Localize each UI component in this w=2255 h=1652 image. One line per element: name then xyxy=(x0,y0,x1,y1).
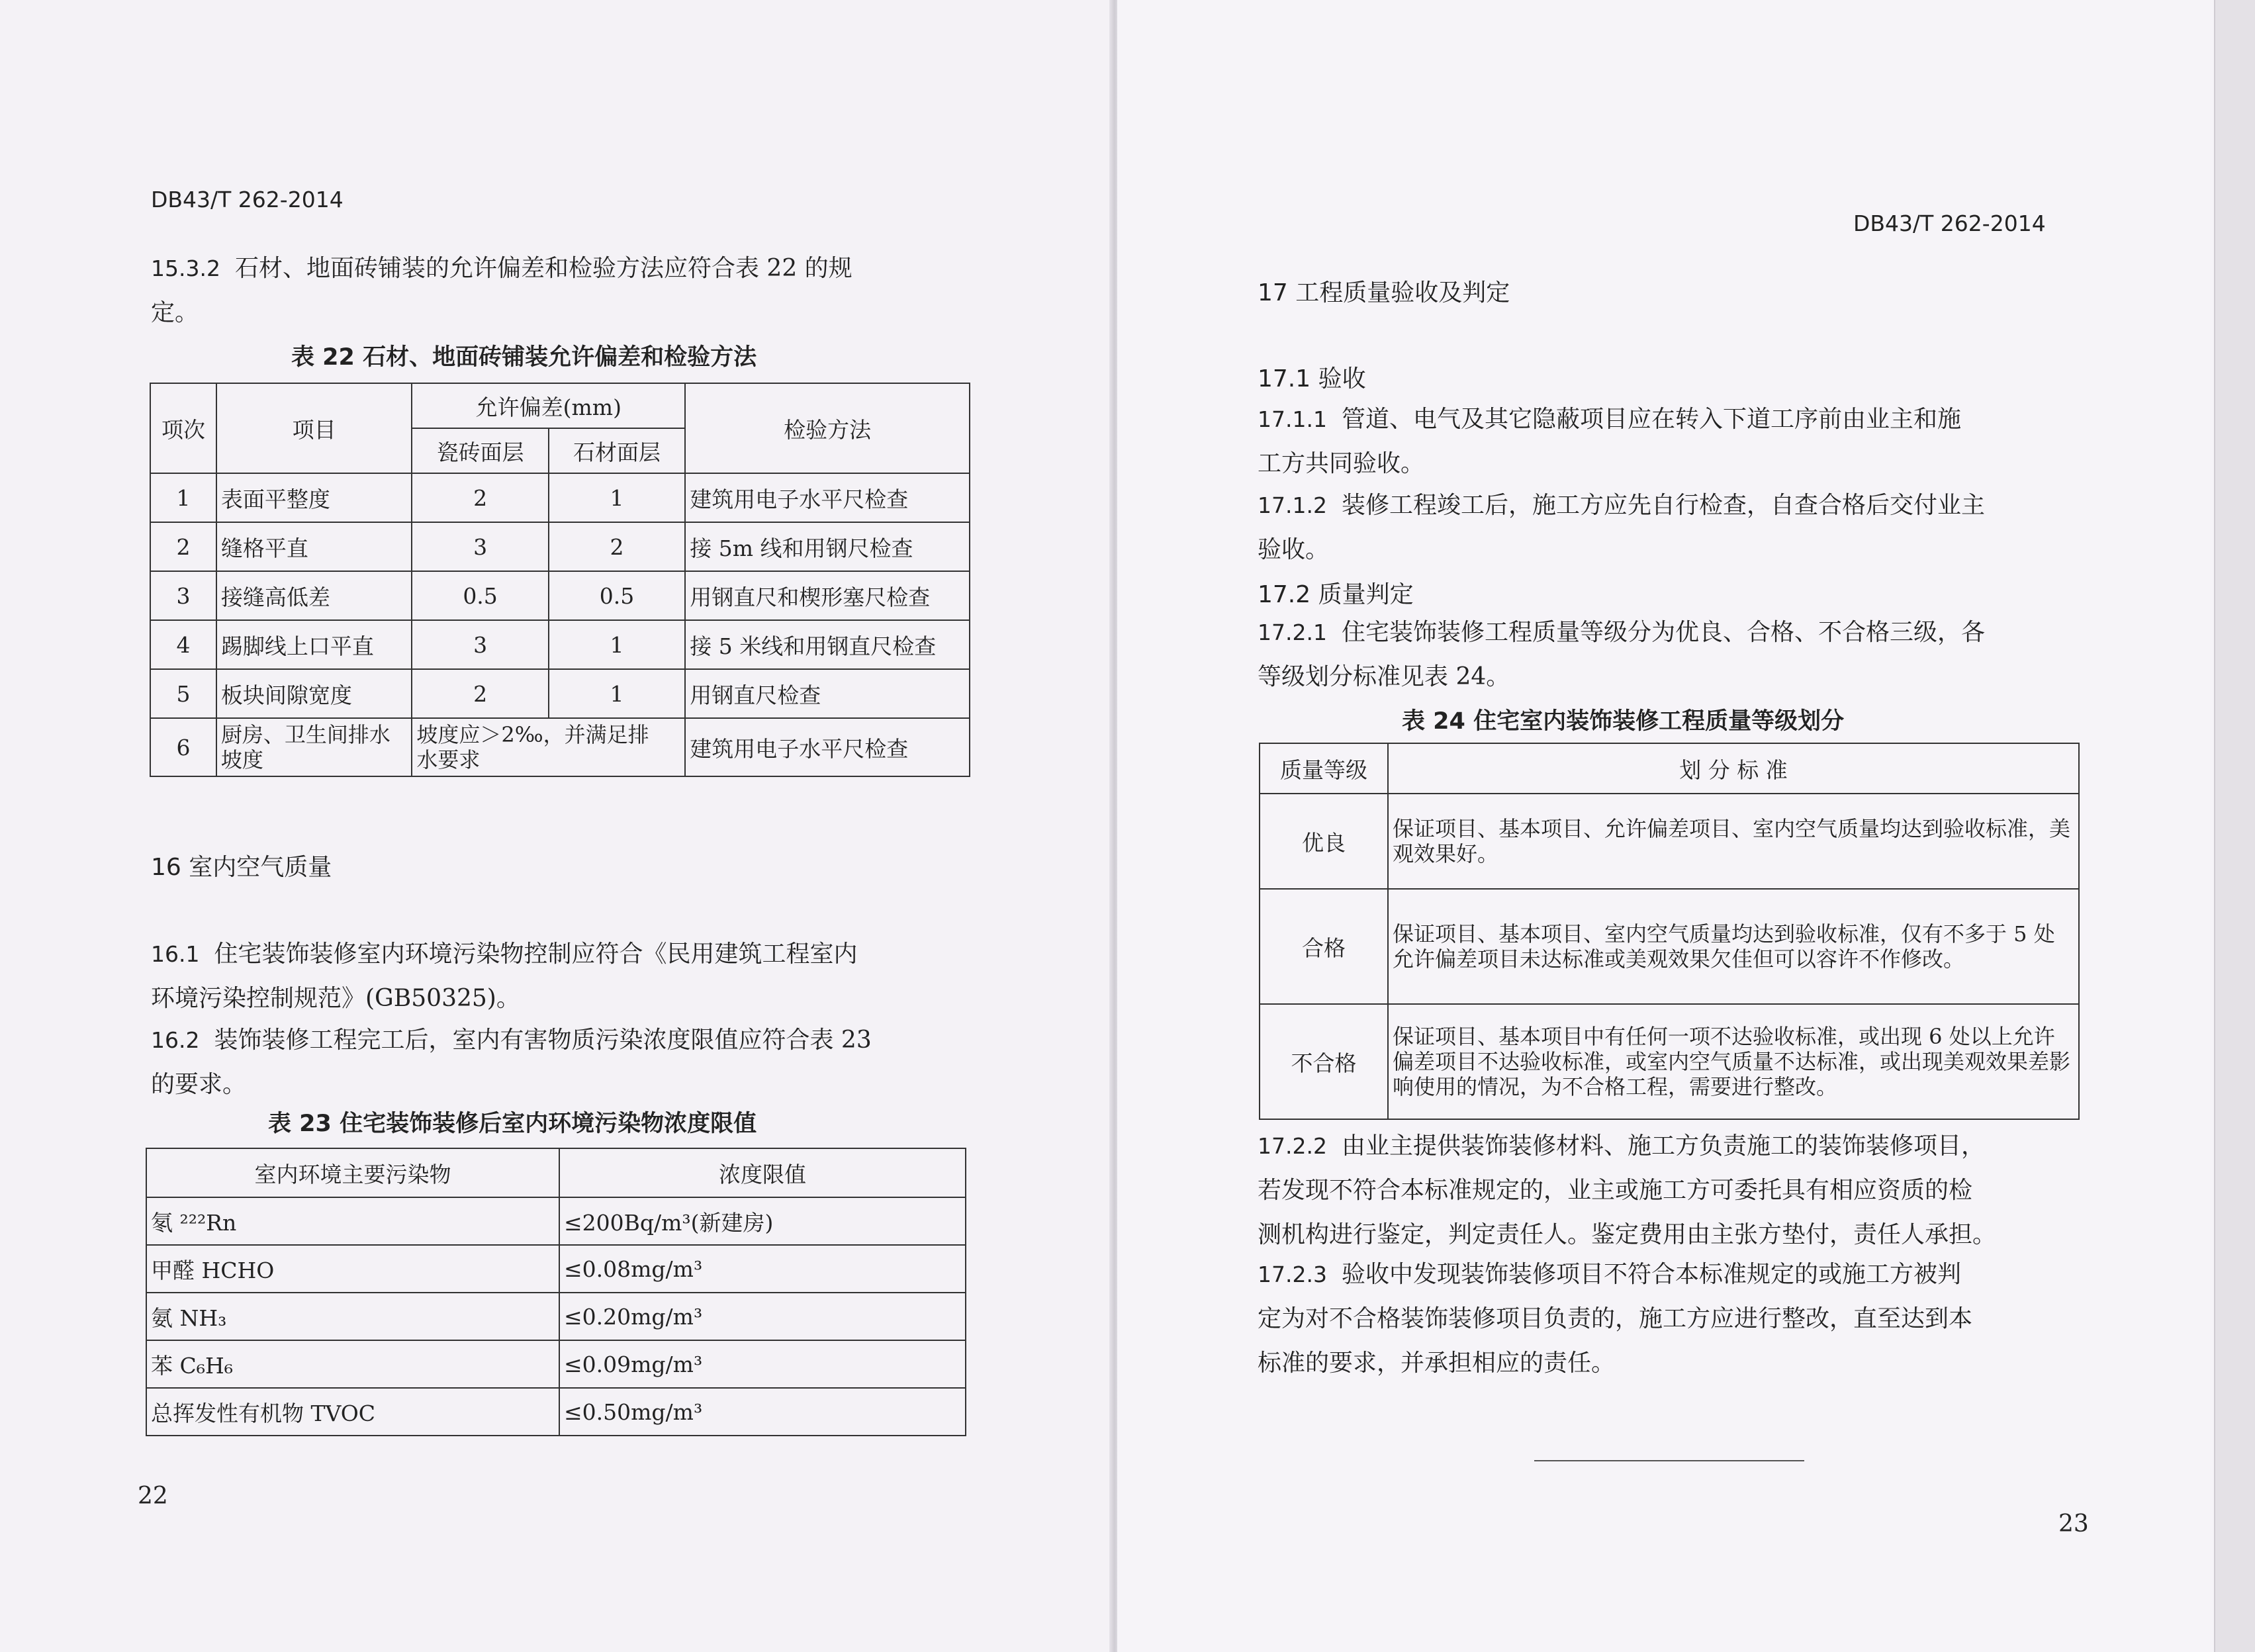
header-item: 项目 xyxy=(216,383,412,473)
table22 xyxy=(150,383,970,777)
header-stone: 石材面层 xyxy=(549,428,685,473)
cell-pollutant: 甲醛 HCHO xyxy=(146,1245,559,1293)
clause-15-3-2 xyxy=(151,246,991,335)
clause-16-2 xyxy=(151,1018,991,1107)
clause-text: 由业主提供装饰装修材料、施工方负责施工的装饰装修项目， xyxy=(1341,1132,1985,1160)
section-17-2-heading: 17.2 质量判定 xyxy=(1258,581,1414,608)
table-row xyxy=(146,1293,966,1340)
cell-tile: 3 xyxy=(412,522,548,571)
clause-text: 住宅装饰装修工程质量等级分为优良、合格、不合格三级，各 xyxy=(1341,619,1985,646)
cell-limit: ≤0.09mg/m³ xyxy=(559,1340,966,1388)
cell-no: 2 xyxy=(150,522,216,571)
clause-text: 装饰装修工程完工后，室内有害物质污染浓度限值应符合表 23 xyxy=(214,1027,872,1054)
clause-text: 环境污染控制规范》(GB50325)。 xyxy=(151,985,520,1012)
cell-value-line: 坡度应＞2‰，并满足排 xyxy=(416,722,649,747)
header-tile: 瓷砖面层 xyxy=(412,428,548,473)
header-item-no: 项次 xyxy=(150,383,216,473)
cell-method: 建筑用电子水平尺检查 xyxy=(685,718,970,776)
cell-method: 接 5 米线和用钢直尺检查 xyxy=(685,620,970,669)
right-page xyxy=(1117,0,2255,1652)
table-row xyxy=(1260,794,2079,889)
cell-stone: 1 xyxy=(549,473,685,522)
cell-tile: 3 xyxy=(412,620,548,669)
cell-method: 建筑用电子水平尺检查 xyxy=(685,473,970,522)
cell-no: 5 xyxy=(150,669,216,718)
table-row xyxy=(150,571,970,620)
clause-17-1-2 xyxy=(1258,483,2217,572)
table-row xyxy=(146,1197,966,1245)
clause-17-2-3 xyxy=(1258,1252,2217,1385)
clause-text: 验收中发现装饰装修项目不符合本标准规定的或施工方被判 xyxy=(1341,1261,1961,1288)
header-pollutant: 室内环境主要污染物 xyxy=(146,1148,559,1197)
cell-grade: 不合格 xyxy=(1260,1004,1388,1119)
cell-item xyxy=(216,718,412,776)
clause-17-2-1 xyxy=(1258,610,2217,699)
cell-no: 6 xyxy=(150,718,216,776)
table-row xyxy=(150,473,970,522)
clause-text: 的要求。 xyxy=(151,1071,247,1098)
right-doc-id: DB43/T 262-2014 xyxy=(1853,210,2046,236)
cell-pollutant: 总挥发性有机物 TVOC xyxy=(146,1388,559,1436)
cell-stone: 1 xyxy=(549,620,685,669)
page-edge xyxy=(2214,0,2255,1652)
clause-16-1 xyxy=(151,932,991,1021)
section-17-1-heading: 17.1 验收 xyxy=(1258,365,1366,392)
cell-limit: ≤200Bq/m³(新建房) xyxy=(559,1197,966,1245)
cell-tile: 2 xyxy=(412,473,548,522)
cell-method: 用钢直尺和楔形塞尺检查 xyxy=(685,571,970,620)
cell-method: 接 5m 线和用钢尺检查 xyxy=(685,522,970,571)
left-page-number: 22 xyxy=(138,1483,168,1510)
cell-pollutant: 氨 NH₃ xyxy=(146,1293,559,1340)
cell-tile: 2 xyxy=(412,669,548,718)
clause-number: 17.2.1 xyxy=(1258,620,1327,645)
cell-no: 1 xyxy=(150,473,216,522)
cell-pollutant: 氡 ²²²Rn xyxy=(146,1197,559,1245)
header-limit: 浓度限值 xyxy=(559,1148,966,1197)
table-row xyxy=(146,1388,966,1436)
table-row xyxy=(150,522,970,571)
end-rule xyxy=(1534,1460,1804,1461)
header-method: 检验方法 xyxy=(685,383,970,473)
left-doc-id: DB43/T 262-2014 xyxy=(151,187,344,212)
section-16-heading: 16 室内空气质量 xyxy=(151,854,332,881)
table-row xyxy=(1260,889,2079,1004)
cell-no: 3 xyxy=(150,571,216,620)
table23-caption: 表 23 住宅装饰装修后室内环境污染物浓度限值 xyxy=(268,1111,757,1137)
clause-text: 住宅装饰装修室内环境污染物控制应符合《民用建筑工程室内 xyxy=(214,941,858,968)
cell-item: 接缝高低差 xyxy=(216,571,412,620)
clause-text: 定为对不合格装饰装修项目负责的，施工方应进行整改，直至达到本 xyxy=(1258,1305,1973,1332)
clause-text: 验收。 xyxy=(1258,536,1330,563)
section-17-heading: 17 工程质量验收及判定 xyxy=(1258,279,1510,306)
clause-text: 石材、地面砖铺装的允许偏差和检验方法应符合表 22 的规 xyxy=(234,255,852,282)
cell-stone: 0.5 xyxy=(549,571,685,620)
clause-number: 17.2.2 xyxy=(1258,1133,1327,1159)
cell-limit: ≤0.08mg/m³ xyxy=(559,1245,966,1293)
cell-stone: 1 xyxy=(549,669,685,718)
cell-item: 踢脚线上口平直 xyxy=(216,620,412,669)
cell-method: 用钢直尺检查 xyxy=(685,669,970,718)
table-row xyxy=(146,1340,966,1388)
clause-text: 测机构进行鉴定，判定责任人。鉴定费用由主张方垫付，责任人承担。 xyxy=(1258,1221,1997,1248)
table22-caption: 表 22 石材、地面砖铺装允许偏差和检验方法 xyxy=(291,344,757,371)
table-row xyxy=(146,1245,966,1293)
cell-item-line: 厨房、卫生间排水 xyxy=(220,722,391,747)
cell-stone: 2 xyxy=(549,522,685,571)
clause-number: 16.1 xyxy=(151,941,200,967)
table23 xyxy=(146,1148,966,1436)
clause-text: 等级划分标准见表 24。 xyxy=(1258,663,1510,690)
header-tolerance: 允许偏差(mm) xyxy=(412,383,685,428)
cell-limit: ≤0.20mg/m³ xyxy=(559,1293,966,1340)
clause-text: 装修工程竣工后，施工方应先自行检查，自查合格后交付业主 xyxy=(1341,492,1985,519)
table-row xyxy=(150,669,970,718)
cell-pollutant: 苯 C₆H₆ xyxy=(146,1340,559,1388)
cell-item-line: 坡度 xyxy=(220,747,263,772)
cell-item: 表面平整度 xyxy=(216,473,412,522)
clause-number: 17.1.2 xyxy=(1258,492,1327,518)
clause-text: 标准的要求，并承担相应的责任。 xyxy=(1258,1350,1616,1377)
clause-text: 若发现不符合本标准规定的，业主或施工方可委托具有相应资质的检 xyxy=(1258,1177,1973,1204)
clause-number: 17.2.3 xyxy=(1258,1262,1327,1287)
table-row xyxy=(150,620,970,669)
clause-17-1-1 xyxy=(1258,397,2217,486)
clause-text: 管道、电气及其它隐蔽项目应在转入下道工序前由业主和施 xyxy=(1341,406,1961,433)
table24 xyxy=(1259,743,2080,1120)
cell-item: 缝格平直 xyxy=(216,522,412,571)
cell-criteria: 保证项目、基本项目、允许偏差项目、室内空气质量均达到验收标准，美观效果好。 xyxy=(1388,794,2079,889)
header-grade: 质量等级 xyxy=(1260,743,1388,794)
left-page xyxy=(0,0,1112,1652)
cell-value-line: 水要求 xyxy=(416,747,481,772)
table-row xyxy=(1260,1004,2079,1119)
cell-limit: ≤0.50mg/m³ xyxy=(559,1388,966,1436)
cell-grade: 合格 xyxy=(1260,889,1388,1004)
cell-tile: 0.5 xyxy=(412,571,548,620)
clause-number: 17.1.1 xyxy=(1258,406,1327,432)
cell-criteria: 保证项目、基本项目、室内空气质量均达到验收标准，仅有不多于 5 处允许偏差项目未达标准或美观效果欠佳但可以容许不作修改。 xyxy=(1388,889,2079,1004)
cell-slope-requirement xyxy=(412,718,685,776)
table-row xyxy=(150,718,970,776)
clause-text: 工方共同验收。 xyxy=(1258,450,1425,477)
clause-17-2-2 xyxy=(1258,1124,2217,1257)
cell-criteria: 保证项目、基本项目中有任何一项不达验收标准，或出现 6 处以上允许偏差项目不达验收标准，或室内空气质量不达标准，或出现美观效果差影响使用的情况，为不合格工程，需要进行整改。 xyxy=(1388,1004,2079,1119)
clause-number: 16.2 xyxy=(151,1027,200,1053)
clause-text: 定。 xyxy=(151,299,199,326)
cell-grade: 优良 xyxy=(1260,794,1388,889)
cell-no: 4 xyxy=(150,620,216,669)
header-criteria: 划 分 标 准 xyxy=(1388,743,2079,794)
table24-caption: 表 24 住宅室内装饰装修工程质量等级划分 xyxy=(1402,708,1845,735)
right-page-number: 23 xyxy=(2058,1510,2089,1537)
clause-number: 15.3.2 xyxy=(151,255,220,281)
cell-item: 板块间隙宽度 xyxy=(216,669,412,718)
